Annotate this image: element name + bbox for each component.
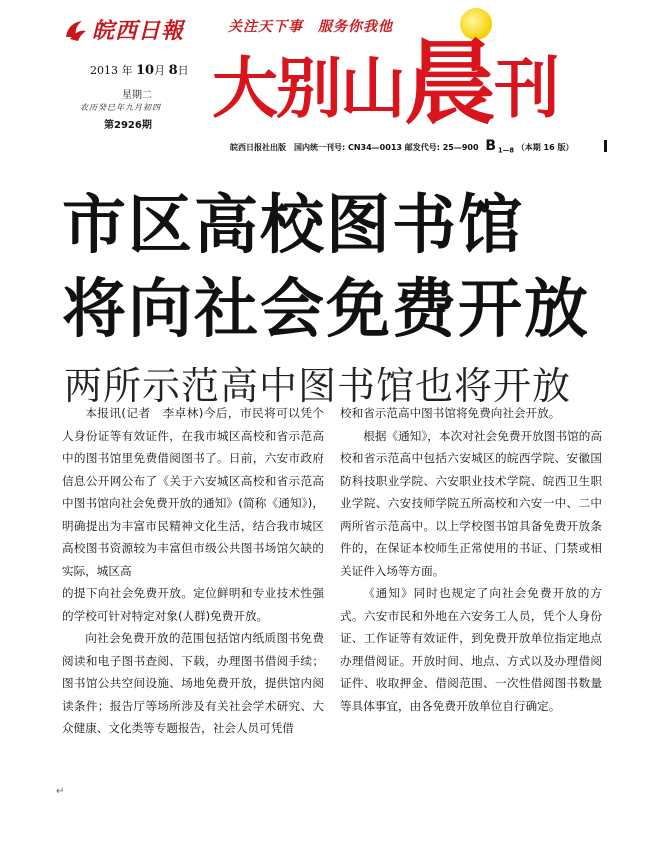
publication-info bbox=[230, 138, 573, 155]
date-day: 8 bbox=[168, 63, 178, 78]
date-year-unit: 年 bbox=[121, 64, 133, 77]
page-code: B bbox=[485, 138, 497, 154]
issue-number: 第2926期 bbox=[104, 120, 152, 131]
headline-line-1: 市区高校图书馆 bbox=[62, 189, 524, 263]
article-paragraph: 的提下向社会免费开放。定位鲜明和专业技术性强的学校可针对特定对象(人群)免费开放。 bbox=[62, 586, 324, 623]
article-column-left bbox=[62, 402, 324, 740]
article-column-right bbox=[340, 402, 602, 717]
subheadline: 两所示范高中图书馆也将开放 bbox=[64, 364, 572, 408]
article-paragraph: 向社会免费开放的范围包括馆内纸质图书免费阅读和电子图书查阅、下载，办理图书借阅手续；图书馆公共空间设施、场地免费开放，提供馆内阅读条件；报告厅等场所涉及有关社会学术研究、大众健康、文化类等专题报告，社会人员可凭借 bbox=[62, 631, 324, 735]
publisher-name: 皖西日報 bbox=[92, 18, 185, 44]
lunar-date: 农历癸巳年九月初四 bbox=[80, 103, 161, 112]
paragraph-mark-icon: ↵ bbox=[56, 786, 65, 797]
weekday: 星期二 bbox=[122, 90, 152, 101]
divider-mark bbox=[604, 140, 607, 152]
issue-date bbox=[90, 62, 189, 78]
date-day-unit: 日 bbox=[177, 64, 189, 77]
publisher-logo bbox=[62, 14, 184, 45]
article-paragraph: 校和省示范高中图书馆将免费向社会开放。 bbox=[340, 406, 561, 420]
title-big-char: 晨 bbox=[404, 30, 495, 137]
publication-info-text: 皖西日报社出版 国内统一刊号: CN34—0013 邮发代号: 25—900 bbox=[230, 143, 479, 152]
newspaper-logo-icon bbox=[62, 17, 88, 43]
newspaper-title bbox=[212, 30, 559, 137]
headline bbox=[62, 184, 590, 352]
headline-line-2: 将向社会免费开放 bbox=[62, 273, 590, 347]
slogan: 关注天下事 服务你我他 bbox=[228, 19, 393, 35]
title-suffix: 刊 bbox=[494, 50, 559, 127]
edition-count: （本期 16 版） bbox=[516, 143, 574, 152]
page-range: 1—8 bbox=[498, 146, 514, 155]
article-paragraph: 本报讯(记者 李卓林)今后，市民将可以凭个人身份证等有效证件，在我市城区高校和省示范高中的图书馆里免费借阅图书了。日前，六安市政府信息公开网公布了《关于六安城区高校和省示范高中图书馆向社会免费开放的通知》(简称《通知》)，明确提出为丰富市民精神文化生活，结合我市城区高校图书资源较为丰富但市级公共图书场馆欠缺的实际，城区高 bbox=[62, 406, 324, 578]
article-paragraph: 根据《通知》，本次对社会免费开放图书馆的高校和省示范高中包括六安城区的皖西学院、安徽国防科技职业学院、六安职业技术学院、皖西卫生职业学院、六安技师学院五所高校和六安一中、二中两所省示范高中。以上学校图书馆具备免费开放条件的，在保证本校师生正常使用的书证、门禁或相关证件入场等方面。 bbox=[340, 428, 602, 578]
article-paragraph: 《通知》同时也规定了向社会免费开放的方式。六安市民和外地在六安务工人员，凭个人身份证、工作证等有效证件，到免费开放单位指定地点办理借阅证。开放时间、地点、方式以及办理借阅证件、收取押金、借阅范围、一次性借阅图书数量等具体事宜，由各免费开放单位自行确定。 bbox=[340, 586, 602, 713]
date-year: 2013 bbox=[90, 64, 118, 77]
date-month-unit: 月 bbox=[154, 64, 166, 77]
title-prefix: 大别山 bbox=[212, 50, 404, 127]
date-month: 10 bbox=[136, 63, 155, 78]
